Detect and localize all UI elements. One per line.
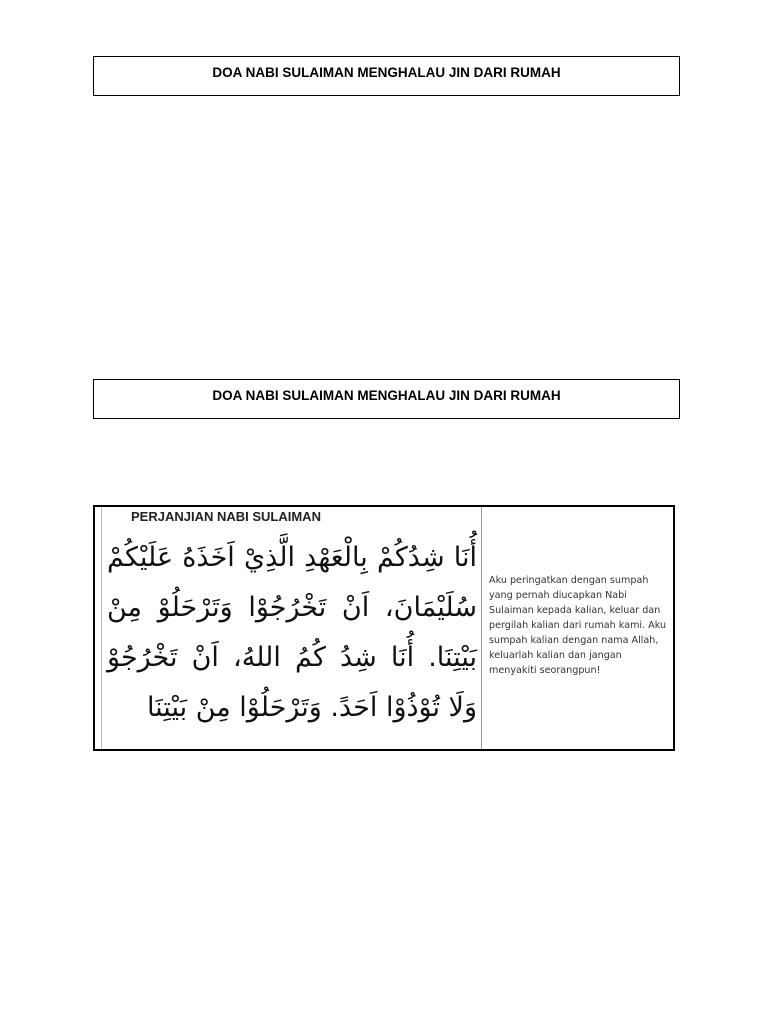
arabic-doa-text: أُنَا شِدُكُمْ بِالْعَهْدِ الَّذِيْ اَخَذَهُ عَلَيْكُمْ سُلَيْمَانَ، اَنْ تَخْرُجُوْا وَتَرْحَلُوْ مِنْ بَيْتِنَا. أُنَا شِدُ كُمُ اللهُ، اَنْ تَخْرُجُوْ وَلَا تُوْذُوْا اَحَدً. وَتَرْحَلُوْا مِنْ بَيْتِنَا [107,542,477,723]
section-title-2: DOA NABI SULAIMAN MENGHALAU JIN DARI RUMAH [212,388,561,403]
figure-divider [481,507,482,749]
section-title-box-1 [93,56,680,96]
figure-left-rule [101,507,102,749]
figure-heading: PERJANJIAN NABI SULAIMAN [131,509,321,524]
translation-text: Aku peringatkan dengan sumpah yang pernah diucapkan Nabi Sulaiman kepada kalian, keluar dan pergilah kalian dari rumah kami. Aku sumpah kalian dengan nama Allah, keluarlah kalian dan jangan menyakiti seorangpun! [489,575,667,676]
section-title-1: DOA NABI SULAIMAN MENGHALAU JIN DARI RUMAH [212,65,561,80]
section-title-box-2 [93,379,680,419]
doa-figure [93,505,675,751]
